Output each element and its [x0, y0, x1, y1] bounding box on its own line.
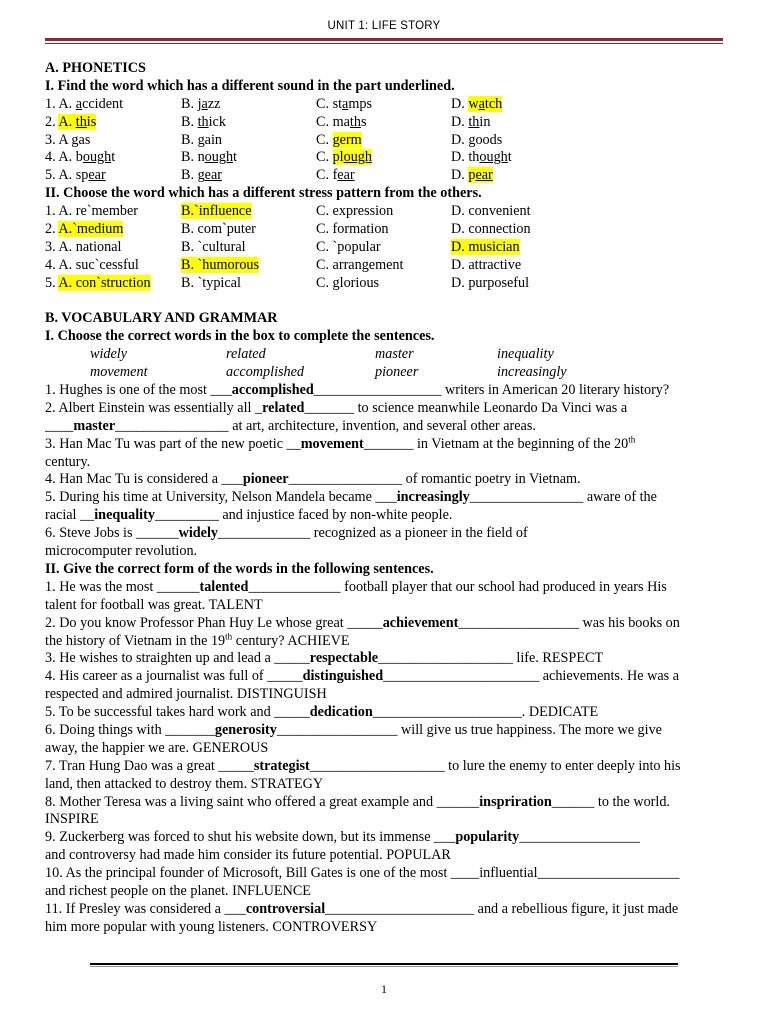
sentence-text: 2. Albert Einstein was essentially all _ — [45, 399, 263, 416]
sentence-text: ________________ of romantic poetry in Vietnam. — [288, 471, 581, 488]
sentence-text: INSPIRE — [45, 811, 99, 828]
option-text: 4. A. suc`cessful — [45, 256, 139, 273]
answer: related — [262, 399, 305, 416]
option-word: nought — [197, 149, 237, 166]
phonetics-question — [45, 149, 725, 167]
sentence-text: microcomputer revolution. — [45, 543, 198, 560]
sentence-text: 10. As the principal founder of Microsoft, Bill Gates is one of the most ____influential____________________ — [45, 865, 680, 882]
option — [45, 96, 123, 114]
sentence-line — [45, 543, 725, 561]
phonetics-question — [45, 96, 725, 114]
sentence-line — [45, 776, 725, 794]
option-text: B. `typical — [181, 274, 241, 291]
answer: inequality — [94, 507, 155, 524]
option-letter: 5. A. — [45, 167, 76, 184]
sentence-line — [45, 919, 725, 937]
stress-question — [45, 221, 725, 239]
option-letter: D. — [451, 95, 469, 112]
sentence-text: ______________________ achievements. He was a — [383, 668, 680, 685]
option — [316, 275, 379, 293]
option — [181, 257, 259, 275]
stress-question — [45, 275, 725, 293]
option — [181, 167, 222, 185]
option-text: C. `popular — [316, 238, 381, 255]
footer-rule — [90, 963, 678, 965]
option-letter: D. — [451, 113, 469, 130]
option — [316, 167, 355, 185]
option-text: A.`medium — [58, 221, 124, 238]
option-text: 1. A. re`member — [45, 203, 138, 220]
option-word: maths — [332, 113, 367, 130]
option-word: gain — [197, 131, 222, 148]
sentence-line — [45, 507, 725, 525]
word-box-item: movement — [90, 364, 148, 381]
option — [451, 132, 502, 150]
option — [45, 203, 138, 221]
sentence-text: _____________ recognized as a pioneer in the field of — [218, 525, 528, 542]
sentence-line — [45, 489, 725, 507]
sentence-text: _______ in Vietnam at the beginning of the 20 — [363, 435, 629, 452]
option — [316, 239, 381, 257]
phonetics-question — [45, 132, 725, 150]
sentence-text: ___________________ to lure the enemy to enter deeply into his — [309, 757, 681, 774]
sentence-text: and controversy had made him consider its future potential. POPULAR — [45, 847, 451, 864]
sentence-text: the history of Vietnam in the 19 — [45, 632, 226, 649]
option-letter: C. — [316, 131, 333, 148]
option — [45, 257, 139, 275]
option-letter: 2. — [45, 113, 59, 130]
sentence-text: him more popular with young listeners. CONTROVERSY — [45, 918, 378, 935]
sentence-line — [45, 901, 725, 919]
header-rule — [45, 38, 723, 41]
option — [45, 132, 90, 150]
sentence-text: and richest people on the planet. INFLUENCE — [45, 882, 311, 899]
sentence-text: 6. Steve Jobs is ______ — [45, 525, 179, 542]
sentence-line — [45, 400, 725, 418]
option-word: germ — [332, 131, 362, 148]
sentence-text: ____ — [45, 417, 74, 434]
sentence-text: _________________ will give us true happiness. The more we give — [276, 721, 662, 738]
option-letter: B. — [181, 113, 198, 130]
option-text: B. `humorous — [181, 256, 260, 273]
stress-question — [45, 239, 725, 257]
superscript: th — [628, 433, 636, 444]
sentence-text: _________ and injustice faced by non-white people. — [154, 507, 453, 524]
option — [451, 149, 512, 167]
option-text: B. com`puter — [181, 221, 256, 238]
option — [45, 114, 96, 132]
word-box-item: widely — [90, 346, 128, 363]
sentence-line — [45, 704, 725, 722]
option — [181, 149, 237, 167]
sentence-text: 1. He was the most ______ — [45, 578, 200, 595]
option-word: A. this — [58, 113, 97, 130]
sentence-line — [45, 650, 725, 668]
option-letter: B. — [181, 149, 198, 166]
sentence-text: 2. Do you know Professor Phan Huy Le whose great _____ — [45, 614, 383, 631]
option-letter: 3. A — [45, 131, 72, 148]
phonetics-part1-instruction: I. Find the word which has a different sound in the part underlined. — [45, 77, 455, 94]
option — [181, 132, 222, 150]
sentence-line — [45, 722, 725, 740]
option — [451, 239, 520, 257]
word-box-item: accomplished — [226, 364, 305, 381]
option — [45, 239, 121, 257]
option-letter: D. — [451, 149, 469, 166]
option — [451, 167, 493, 185]
sentence-text: 11. If Presley was considered a ___ — [45, 900, 246, 917]
sentence-text: ________________ at art, architecture, invention, and several other areas. — [115, 417, 536, 434]
sentence-line — [45, 630, 725, 651]
answer: widely — [178, 525, 219, 542]
page-header: UNIT 1: LIFE STORY — [327, 20, 441, 32]
option-text: C. expression — [316, 203, 394, 220]
option-letter: C. — [316, 149, 333, 166]
option — [181, 96, 220, 114]
option — [451, 203, 531, 221]
option-letter: D. — [451, 167, 469, 184]
sentence-line — [45, 865, 725, 883]
answer: master — [73, 417, 116, 434]
answer: popularity — [455, 829, 520, 846]
option — [181, 239, 246, 257]
sentence-text: land, then attacked to destroy them. STRATEGY — [45, 775, 324, 792]
word-box-row — [45, 346, 725, 364]
option — [316, 96, 372, 114]
option-word: plough — [332, 149, 372, 166]
page-number: 1 — [381, 982, 387, 996]
sentence-text: _________________ — [519, 829, 640, 846]
option-text: C. arrangement — [316, 256, 404, 273]
sentence-text: _____________________. DEDICATE — [372, 704, 599, 721]
sentence-text: 5. During his time at University, Nelson Mandela became ___ — [45, 489, 397, 506]
sentence-text: ___________________ life. RESPECT — [378, 650, 604, 667]
option — [181, 203, 252, 221]
word-box-item: related — [226, 346, 266, 363]
sentence-text: respected and admired journalist. DISTINGUISH — [45, 686, 327, 703]
option: 2. A.`medium — [45, 221, 124, 238]
answer: distinguished — [302, 668, 384, 685]
phonetics-part2-instruction: II. Choose the word which has a different stress pattern from the others. — [45, 185, 482, 202]
vocab-part1-sentences — [45, 382, 725, 561]
option — [316, 257, 403, 275]
sentence-text: 4. His career as a journalist was full of _____ — [45, 668, 303, 685]
option: 5. A. con`struction — [45, 274, 151, 291]
option-word: accident — [75, 95, 124, 112]
option-letter: B. — [181, 95, 198, 112]
sentence-text: 4. Han Mac Tu is considered a ___ — [45, 471, 243, 488]
option-text: D. connection — [451, 221, 531, 238]
option — [451, 114, 490, 132]
option — [45, 149, 115, 167]
option-letter: C. — [316, 113, 333, 130]
vocab-part1-instruction: I. Choose the correct words in the box to complete the sentences. — [45, 328, 435, 345]
option-word: gear — [197, 167, 222, 184]
superscript: th — [225, 630, 233, 641]
phonetics-part2-list — [45, 203, 725, 292]
phonetics-question — [45, 114, 725, 132]
option-text: 3. A. national — [45, 238, 122, 255]
option-text: D. attractive — [451, 256, 522, 273]
word-box — [45, 346, 725, 382]
option-letter: C. — [316, 95, 333, 112]
section-a-title: A. PHONETICS — [45, 60, 146, 76]
option-text: B. `cultural — [181, 238, 246, 255]
answer: inspriration — [479, 793, 552, 810]
section-b-title: B. VOCABULARY AND GRAMMAR — [45, 310, 278, 327]
sentence-line — [45, 829, 725, 847]
option — [451, 275, 529, 293]
sentence-text: 6. Doing things with _______ — [45, 721, 215, 738]
answer: movement — [300, 435, 364, 452]
sentence-text: _____________ football player that our school had produced in years His — [248, 578, 667, 595]
option — [316, 203, 393, 221]
option — [181, 114, 226, 132]
footer-rule-thin — [90, 966, 678, 967]
option-text: C. glorious — [316, 274, 380, 291]
phonetics-part1-list — [45, 96, 725, 185]
sentence-text: talent for football was great. TALENT — [45, 596, 263, 613]
option-word: pear — [468, 167, 493, 184]
option-letter: C. — [316, 167, 333, 184]
option — [316, 114, 366, 132]
answer: achievement — [382, 614, 459, 631]
sentence-line — [45, 525, 725, 543]
sentence-line — [45, 454, 725, 472]
option — [316, 221, 389, 239]
answer: accomplished — [231, 382, 314, 399]
option-word: watch — [468, 95, 503, 112]
answer: increasingly — [396, 489, 470, 506]
vocab-part2-sentences — [45, 579, 725, 937]
sentence-line — [45, 811, 725, 829]
sentence-text: century? ACHIEVE — [232, 632, 350, 649]
answer: dedication — [309, 704, 373, 721]
option-word: fear — [332, 167, 355, 184]
option — [451, 257, 521, 275]
option-text: A. con`struction — [58, 274, 151, 291]
word-box-row — [45, 364, 725, 382]
answer: talented — [199, 578, 249, 595]
option-letter: B. — [181, 131, 198, 148]
answer: generosity — [214, 721, 277, 738]
sentence-text: 7. Tran Hung Dao was a great _____ — [45, 757, 254, 774]
sentence-line — [45, 579, 725, 597]
option — [181, 275, 241, 293]
option-word: bought — [75, 149, 116, 166]
option — [45, 167, 106, 185]
sentence-line — [45, 758, 725, 776]
option-word: stamps — [332, 95, 372, 112]
word-box-item: master — [375, 346, 414, 363]
sentence-line — [45, 471, 725, 489]
option — [316, 149, 372, 167]
sentence-text: ______ to the world. — [551, 793, 670, 810]
answer: controversial — [245, 900, 326, 917]
option — [451, 221, 531, 239]
sentence-text: away, the happier we are. GENEROUS — [45, 739, 269, 756]
sentence-text: 5. To be successful takes hard work and _____ — [45, 704, 310, 721]
sentence-text: 3. Han Mac Tu was part of the new poetic __ — [45, 435, 301, 452]
sentence-line — [45, 418, 725, 436]
sentence-text: 1. Hughes is one of the most ___ — [45, 382, 232, 399]
option-text: D. musician — [451, 238, 520, 255]
option-letter: 1. A. — [45, 95, 76, 112]
word-box-item: increasingly — [497, 364, 567, 381]
sentence-text: 8. Mother Teresa was a living saint who offered a great example and ______ — [45, 793, 480, 810]
word-box-item: pioneer — [375, 364, 419, 381]
option-letter: D. — [451, 131, 469, 148]
sentence-line — [45, 668, 725, 686]
worksheet-body — [45, 60, 725, 937]
sentence-line — [45, 433, 725, 454]
header-rule-thin — [45, 43, 723, 44]
sentence-line — [45, 883, 725, 901]
option-word: jazz — [197, 95, 221, 112]
option-word: thin — [468, 113, 491, 130]
option — [316, 132, 362, 150]
sentence-text: 3. He wishes to straighten up and lead a _____ — [45, 650, 310, 667]
option-text: B.`influence — [181, 203, 252, 220]
option-letter: 4. A. — [45, 149, 76, 166]
sentence-line — [45, 382, 725, 400]
sentence-text: century. — [45, 453, 91, 470]
sentence-text: _____________________ and a rebellious figure, it just made — [325, 900, 679, 917]
option — [451, 96, 502, 114]
option-text: D. convenient — [451, 203, 531, 220]
sentence-line — [45, 794, 725, 812]
option-letter: B. — [181, 167, 198, 184]
phonetics-question — [45, 167, 725, 185]
option — [181, 221, 256, 239]
sentence-text: 9. Zuckerberg was forced to shut his website down, but its immense ___ — [45, 829, 456, 846]
sentence-line — [45, 597, 725, 615]
vocab-part2-instruction: II. Give the correct form of the words in the following sentences. — [45, 560, 434, 577]
answer: respectable — [309, 650, 379, 667]
option-word: spear — [75, 167, 106, 184]
sentence-line — [45, 847, 725, 865]
answer: pioneer — [242, 471, 289, 488]
sentence-line — [45, 686, 725, 704]
option-text: D. purposeful — [451, 274, 530, 291]
answer: strategist — [253, 757, 310, 774]
sentence-line — [45, 615, 725, 633]
sentence-text: __________________ writers in American 20 literary history? — [313, 382, 670, 399]
word-box-item: inequality — [497, 346, 554, 363]
option-text: C. formation — [316, 221, 389, 238]
sentence-text: _________________ was his books on — [458, 614, 680, 631]
option-word: goods — [468, 131, 503, 148]
option-word: gas — [71, 131, 91, 148]
option-word: thick — [197, 113, 226, 130]
sentence-text: _______ to science meanwhile Leonardo Da Vinci was a — [304, 399, 628, 416]
sentence-text: ________________ aware of the — [469, 489, 657, 506]
sentence-line — [45, 740, 725, 758]
sentence-text: racial __ — [45, 507, 95, 524]
stress-question — [45, 257, 725, 275]
stress-question — [45, 203, 725, 221]
option-word: thought — [468, 149, 512, 166]
